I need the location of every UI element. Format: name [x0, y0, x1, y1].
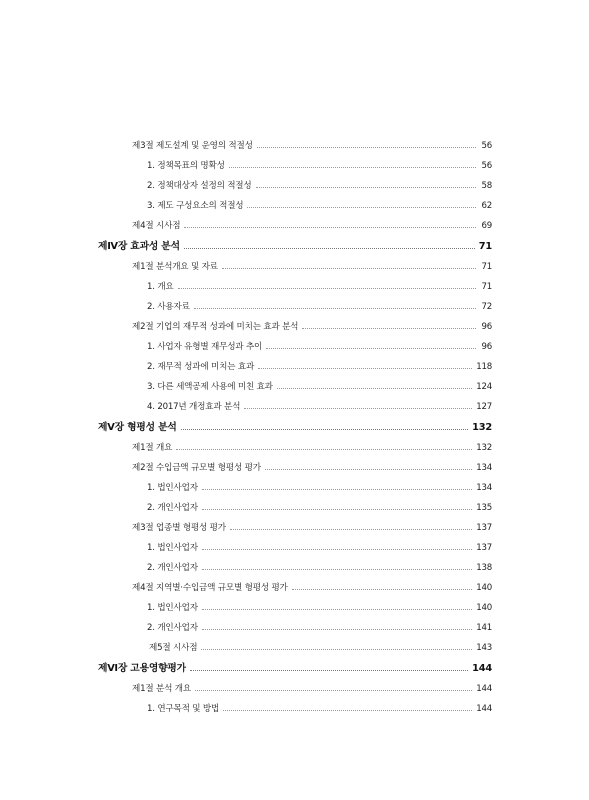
toc-entry-title: 제4절 지역별·수입금액 규모별 형평성 평가	[132, 583, 288, 593]
toc-entry-page: 137	[476, 523, 492, 533]
toc-entry-title: 제1절 분석 개요	[132, 684, 191, 694]
toc-entry-title: 제1절 분석개요 및 자료	[132, 262, 218, 272]
dot-leader	[265, 469, 472, 470]
dot-leader	[302, 328, 476, 329]
dot-leader	[202, 489, 472, 490]
toc-entry	[0, 294, 492, 314]
toc-entry-page: 71	[481, 262, 492, 272]
dot-leader	[230, 529, 472, 530]
toc-entry-title: 1. 연구목적 및 방법	[147, 704, 220, 714]
dot-leader	[176, 449, 472, 450]
toc-entry-page: 138	[476, 563, 492, 573]
toc-entry	[0, 575, 492, 595]
dot-leader	[194, 308, 476, 309]
toc-entry-title: 2. 정책대상자 설정의 적절성	[147, 181, 252, 191]
dot-leader	[184, 227, 476, 228]
toc-entry-page: 56	[481, 141, 492, 151]
toc-entry	[0, 635, 492, 655]
toc-entry-page: 69	[481, 221, 492, 231]
toc-entry	[0, 615, 492, 635]
toc-chapter-entry	[0, 414, 492, 435]
toc-entry-title: 제2절 기업의 재무적 성과에 미치는 효과 분석	[132, 322, 299, 332]
toc-entry-page: 96	[481, 342, 492, 352]
toc-chapter-page: 132	[472, 422, 492, 433]
dot-leader	[229, 167, 476, 168]
toc-entry-title: 2. 개인사업자	[147, 503, 198, 513]
dot-leader	[202, 609, 472, 610]
toc-entry-title: 제1절 개요	[132, 443, 173, 453]
dot-leader	[181, 429, 468, 430]
toc-entry	[0, 495, 492, 515]
toc-entry-title: 제3절 업종별 형평성 평가	[132, 523, 226, 533]
dot-leader	[190, 670, 468, 671]
dot-leader	[256, 187, 476, 188]
toc-entry-page: 72	[481, 302, 492, 312]
toc-entry-title: 1. 사업자 유형별 재무성과 추이	[147, 342, 263, 352]
table-of-contents	[0, 133, 589, 716]
toc-chapter-page: 144	[472, 663, 492, 674]
toc-entry-title: 2. 개인사업자	[147, 563, 198, 573]
toc-entry-title: 3. 다른 세액공제 사용에 미친 효과	[147, 382, 273, 392]
toc-entry-title: 제5절 시사점	[149, 643, 198, 653]
toc-entry-page: 124	[476, 382, 492, 392]
toc-entry	[0, 475, 492, 495]
toc-entry-page: 134	[476, 463, 492, 473]
toc-entry	[0, 334, 492, 354]
dot-leader	[223, 710, 472, 711]
dot-leader	[202, 569, 472, 570]
toc-chapter-page: 71	[478, 241, 492, 252]
toc-entry	[0, 394, 492, 414]
dot-leader	[195, 690, 472, 691]
toc-entry-title: 1. 법인사업자	[147, 603, 198, 613]
toc-entry-title: 1. 정책목표의 명확성	[147, 161, 225, 171]
dot-leader	[277, 388, 472, 389]
toc-entry-page: 134	[476, 483, 492, 493]
toc-entry-page: 144	[476, 684, 492, 694]
toc-entry	[0, 515, 492, 535]
toc-entry-title: 1. 개요	[147, 282, 174, 292]
toc-entry	[0, 254, 492, 274]
toc-entry	[0, 314, 492, 334]
dot-leader	[247, 207, 476, 208]
toc-entry	[0, 595, 492, 615]
toc-chapter-title: 제Ⅳ장 효과성 분석	[98, 241, 180, 252]
dot-leader	[257, 147, 476, 148]
toc-entry-page: 132	[476, 443, 492, 453]
toc-entry-title: 4. 2017년 개정효과 분석	[147, 402, 241, 412]
toc-entry	[0, 153, 492, 173]
toc-entry	[0, 133, 492, 153]
toc-entry	[0, 555, 492, 575]
toc-entry-title: 3. 제도 구성요소의 적절성	[147, 201, 244, 211]
toc-entry-page: 143	[476, 643, 492, 653]
dot-leader	[178, 288, 476, 289]
toc-entry-title: 제2절 수입금액 규모별 형평성 평가	[132, 463, 261, 473]
dot-leader	[201, 649, 472, 650]
dot-leader	[258, 368, 472, 369]
toc-entry-title: 제3절 제도설계 및 운영의 적절성	[132, 141, 253, 151]
toc-entry-title: 1. 법인사업자	[147, 483, 198, 493]
toc-chapter-title: 제Ⅴ장 형평성 분석	[98, 422, 177, 433]
toc-entry-title: 2. 사용자료	[147, 302, 190, 312]
dot-leader	[184, 248, 475, 249]
toc-entry-page: 56	[481, 161, 492, 171]
toc-entry	[0, 455, 492, 475]
dot-leader	[202, 509, 472, 510]
toc-entry-page: 62	[481, 201, 492, 211]
toc-entry	[0, 274, 492, 294]
dot-leader	[202, 629, 472, 630]
toc-entry-title: 2. 개인사업자	[147, 623, 198, 633]
dot-leader	[244, 408, 472, 409]
toc-entry-page: 137	[476, 543, 492, 553]
toc-entry	[0, 676, 492, 696]
toc-entry	[0, 374, 492, 394]
dot-leader	[222, 268, 476, 269]
toc-entry	[0, 696, 492, 716]
toc-entry-title: 제4절 시사점	[132, 221, 181, 231]
dot-leader	[266, 348, 476, 349]
toc-entry	[0, 435, 492, 455]
dot-leader	[202, 549, 472, 550]
toc-chapter-entry	[0, 233, 492, 254]
toc-chapter-title: 제Ⅵ장 고용영향평가	[98, 663, 186, 674]
toc-entry	[0, 193, 492, 213]
toc-entry-page: 141	[476, 623, 492, 633]
toc-entry-page: 96	[481, 322, 492, 332]
dot-leader	[292, 589, 473, 590]
toc-chapter-entry	[0, 655, 492, 676]
toc-entry-title: 1. 법인사업자	[147, 543, 198, 553]
toc-entry-title: 2. 재무적 성과에 미치는 효과	[147, 362, 255, 372]
toc-entry-page: 127	[476, 402, 492, 412]
toc-entry-page: 71	[481, 282, 492, 292]
toc-entry-page: 140	[476, 603, 492, 613]
toc-entry	[0, 173, 492, 193]
toc-entry-page: 58	[481, 181, 492, 191]
toc-entry	[0, 535, 492, 555]
toc-entry-page: 118	[476, 362, 492, 372]
toc-entry	[0, 213, 492, 233]
toc-entry	[0, 354, 492, 374]
toc-entry-page: 140	[476, 583, 492, 593]
toc-entry-page: 135	[476, 503, 492, 513]
toc-entry-page: 144	[476, 704, 492, 714]
